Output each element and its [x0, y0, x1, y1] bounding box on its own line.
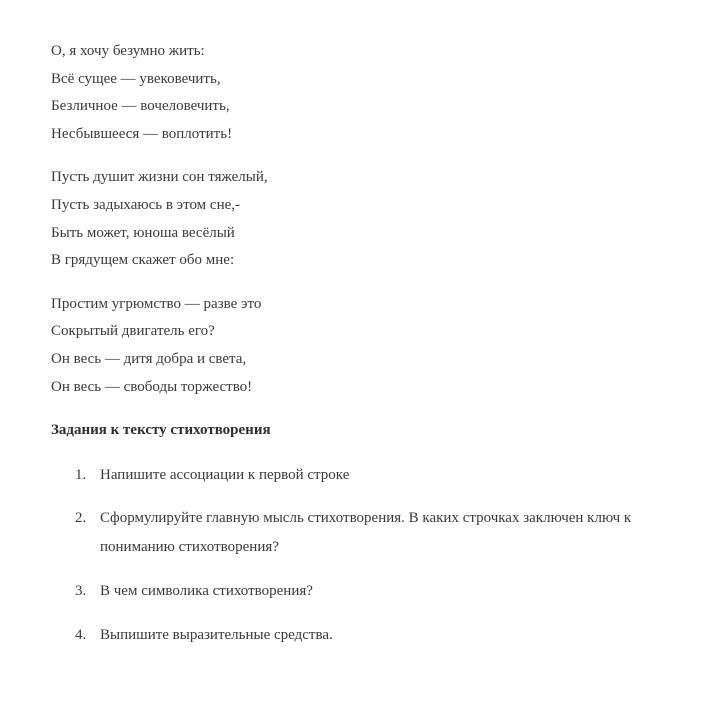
task-number: 4. — [75, 626, 87, 643]
poem-line: Несбывшееся — воплотить! — [51, 125, 233, 142]
task-text: Напишите ассоциации к первой строке — [100, 466, 350, 483]
task-text: Выпишите выразительные средства. — [100, 626, 333, 643]
poem-line: Быть может, юноша весёлый — [51, 224, 235, 241]
task-number: 1. — [75, 466, 87, 483]
task-number: 3. — [75, 582, 87, 599]
document-page — [51, 38, 701, 664]
poem-line: Простим угрюмство — разве это — [51, 295, 262, 312]
task-item — [51, 461, 701, 490]
poem-stanza-2 — [51, 164, 701, 274]
task-text: Сформулируйте главную мысль стихотворения. В каких строчках заключен ключ к пониманию стихотворения? — [100, 510, 632, 556]
poem-line: Пусть задыхаюсь в этом сне,- — [51, 196, 241, 213]
task-item — [51, 621, 701, 650]
poem-line: Пусть душит жизни сон тяжелый, — [51, 169, 268, 186]
poem-line: Он весь — дитя добра и света, — [51, 350, 247, 367]
poem-stanza-1 — [51, 38, 701, 148]
poem-line: В грядущем скажет обо мне: — [51, 252, 235, 269]
poem-line: Сокрытый двигатель его? — [51, 323, 215, 340]
poem-line: Он весь — свободы торжество! — [51, 378, 253, 395]
task-item — [51, 577, 701, 606]
poem-stanza-3 — [51, 291, 701, 401]
tasks-heading: Задания к тексту стихотворения — [51, 422, 271, 439]
task-item — [51, 504, 701, 562]
task-number: 2. — [75, 510, 87, 527]
tasks-list — [51, 461, 701, 650]
poem-line: Всё сущее — увековечить, — [51, 70, 221, 87]
poem-line: О, я хочу безумно жить: — [51, 43, 205, 59]
poem-line: Безличное — вочеловечить, — [51, 98, 230, 115]
task-text: В чем символика стихотворения? — [100, 582, 313, 599]
